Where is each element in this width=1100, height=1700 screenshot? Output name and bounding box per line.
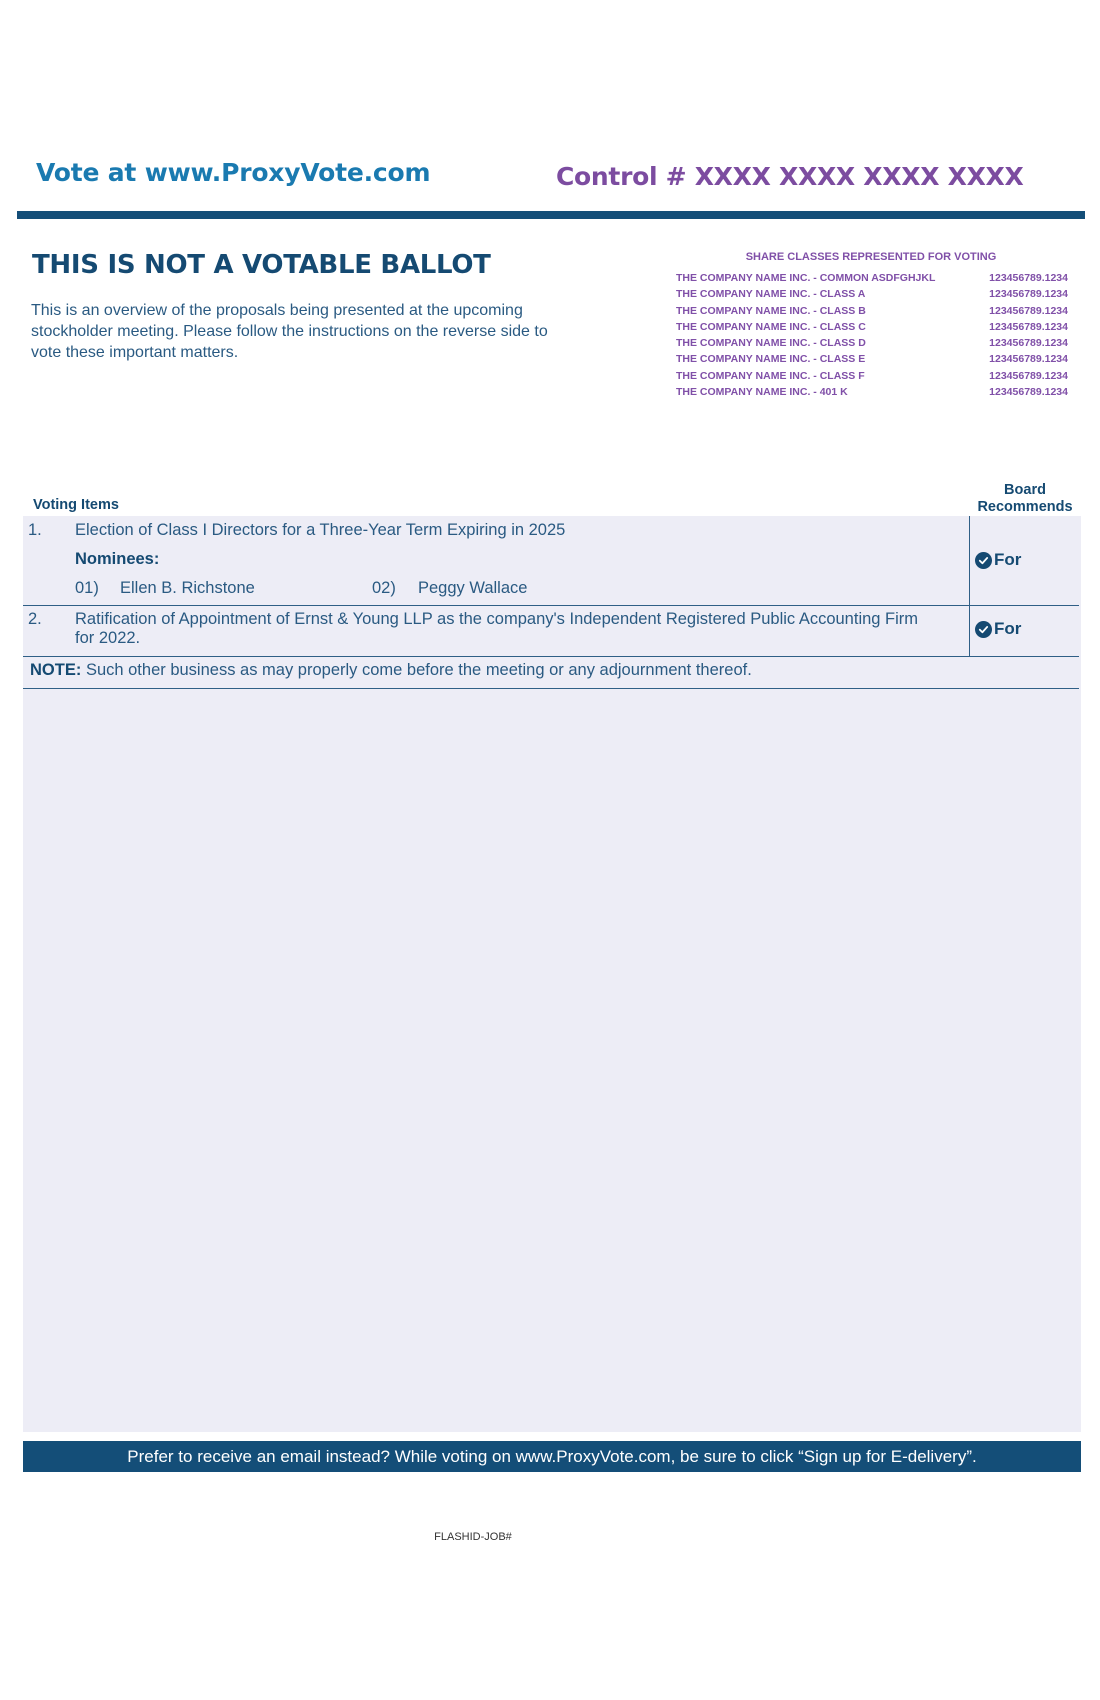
voting-items-heading: Voting Items xyxy=(33,497,119,513)
job-id: FLASHID-JOB# xyxy=(434,1531,512,1543)
share-class-name: THE COMPANY NAME INC. - COMMON ASDFGHJKL xyxy=(676,272,936,284)
nominee-1-name: Ellen B. Richstone xyxy=(120,579,255,597)
share-class-name: THE COMPANY NAME INC. - CLASS D xyxy=(676,337,866,350)
item-1-recommendation-label: For xyxy=(994,550,1022,569)
share-class-name: THE COMPANY NAME INC. - CLASS A xyxy=(676,288,866,301)
share-class-value: 123456789.1234 xyxy=(989,320,1068,333)
note-label: NOTE: xyxy=(30,661,82,679)
share-classes-heading: SHARE CLASSES REPRESENTED FOR VOTING xyxy=(745,251,997,263)
header-divider xyxy=(17,211,1085,219)
row-divider xyxy=(23,688,1079,689)
share-class-row xyxy=(676,303,1068,319)
check-circle-icon xyxy=(975,621,992,638)
share-classes-list xyxy=(676,270,1068,400)
share-class-name: THE COMPANY NAME INC. - CLASS C xyxy=(676,320,866,333)
note-text: Such other business as may properly come before the meeting or any adjournment thereof. xyxy=(85,661,752,679)
note-line xyxy=(30,661,752,680)
item-2-text-line-2: for 2022. xyxy=(75,629,141,647)
item-2-recommendation xyxy=(975,619,1021,639)
control-number: Control # XXXX XXXX XXXX XXXX xyxy=(556,162,1024,191)
overview-text: This is an overview of the proposals being presented at the upcoming stockholder meeting. Please follow the instructions on the reverse side to vote these important matters. xyxy=(31,302,548,361)
share-class-value: 123456789.1234 xyxy=(989,353,1068,366)
share-class-value: 123456789.1234 xyxy=(989,386,1068,399)
item-2-recommendation-label: For xyxy=(994,619,1022,638)
item-1-number: 1. xyxy=(28,521,42,539)
share-class-value: 123456789.1234 xyxy=(989,369,1068,382)
item-1-text: Election of Class I Directors for a Three-Year Term Expiring in 2025 xyxy=(75,521,566,539)
voting-items-panel xyxy=(23,516,1081,1432)
board-recommends-heading: Board Recommends xyxy=(977,482,1073,515)
share-class-value: 123456789.1234 xyxy=(989,288,1068,301)
vote-at-url[interactable]: Vote at www.ProxyVote.com xyxy=(36,158,431,187)
share-class-value: 123456789.1234 xyxy=(989,272,1068,284)
share-class-row xyxy=(676,351,1068,367)
share-class-value: 123456789.1234 xyxy=(989,304,1068,317)
nominees-label: Nominees: xyxy=(75,550,160,568)
row-divider xyxy=(23,605,1079,606)
item-1-recommendation xyxy=(975,550,1021,570)
share-class-name: THE COMPANY NAME INC. - CLASS B xyxy=(676,304,866,317)
share-class-row xyxy=(676,286,1068,302)
share-class-name: THE COMPANY NAME INC. - CLASS E xyxy=(676,353,866,366)
share-class-row xyxy=(676,384,1068,400)
share-class-name: THE COMPANY NAME INC. - CLASS F xyxy=(676,369,865,382)
share-class-value: 123456789.1234 xyxy=(989,337,1068,350)
item-2-number: 2. xyxy=(28,610,42,628)
item-2-text-line-1: Ratification of Appointment of Ernst & Young LLP as the company's Independent Registered Public Accounting Firm xyxy=(75,610,919,628)
share-class-row xyxy=(676,270,1068,286)
nominee-2-number: 02) xyxy=(372,579,396,597)
edelivery-banner: Prefer to receive an email instead? While voting on www.ProxyVote.com, be sure to click “Sign up for E-delivery”. xyxy=(23,1441,1081,1472)
row-divider xyxy=(23,656,1079,657)
nominee-2-name: Peggy Wallace xyxy=(418,579,528,597)
share-class-row xyxy=(676,335,1068,351)
column-divider xyxy=(969,606,970,657)
share-class-row xyxy=(676,368,1068,384)
nominee-1-number: 01) xyxy=(75,579,99,597)
column-divider xyxy=(969,516,970,606)
page-title: THIS IS NOT A VOTABLE BALLOT xyxy=(32,250,491,280)
share-class-name: THE COMPANY NAME INC. - 401 K xyxy=(676,386,848,399)
check-circle-icon xyxy=(975,552,992,569)
share-class-row xyxy=(676,319,1068,335)
